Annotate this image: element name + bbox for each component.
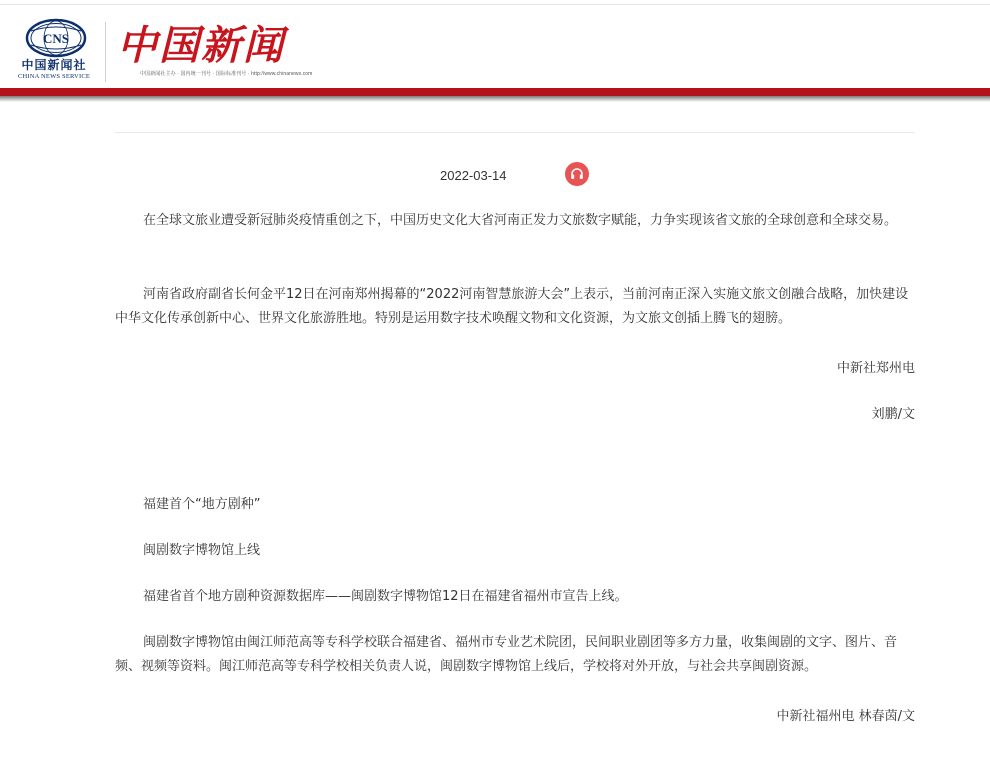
- article-paragraph: 河南省政府副省长何金平12日在河南郑州揭幕的“2022河南智慧旅游大会”上表示，当前河南正深入实施文旅文创融合战略，加快建设中华文化传承创新中心、世界文化旅游胜地。特别是运用数字技术唤醒文物和文化资源，为文旅文创插上腾飞的翅膀。: [115, 287, 909, 326]
- article-paragraph: 福建省首个地方剧种资源数据库——闽剧数字博物馆12日在福建省福州市宣告上线。: [143, 589, 628, 604]
- brand-title[interactable]: 中国新闻: [117, 22, 285, 69]
- dateline-fuzhou: 中新社福州电 林春茵/文: [776, 709, 915, 724]
- section-headline: 福建首个“地方剧种”: [143, 497, 261, 512]
- header-shadow: [0, 96, 990, 102]
- headphones-icon: [570, 167, 584, 181]
- cns-badge-text: CNS: [42, 31, 70, 46]
- brand-subtitle: 中国新闻社主办 · 国内统一刊号 · 国际标准刊号 · http://www.chinanews.com: [140, 71, 313, 77]
- header-red-band: [0, 88, 990, 96]
- site-header: [0, 0, 990, 100]
- article-date: 2022-03-14: [440, 168, 507, 183]
- section-headline: 闽剧数字博物馆上线: [143, 543, 261, 558]
- header-top-line: [0, 4, 990, 5]
- dateline-zhengzhou: 中新社郑州电: [836, 361, 915, 376]
- header-divider: [105, 22, 106, 82]
- content-top-rule: [115, 132, 915, 133]
- cns-name-cn: 中国新闻社: [21, 58, 87, 72]
- article-paragraph: 在全球文旅业遭受新冠肺炎疫情重创之下，中国历史文化大省河南正发力文旅数字赋能，力争实现该省文旅的全球创意和全球交易。: [143, 213, 898, 228]
- audio-play-button[interactable]: [565, 162, 589, 186]
- author-liu-peng: 刘鹏/文: [871, 407, 915, 422]
- article-paragraph: 闽剧数字博物馆由闽江师范高等专科学校联合福建省、福州市专业艺术院团，民间职业剧团等多方力量，收集闽剧的文字、图片、音频、视频等资料。闽江师范高等专科学校相关负责人说，闽剧数字博物馆上线后，学校将对外开放，与社会共享闽剧资源。: [115, 635, 898, 674]
- cns-name-en: CHINA NEWS SERVICE: [17, 73, 91, 80]
